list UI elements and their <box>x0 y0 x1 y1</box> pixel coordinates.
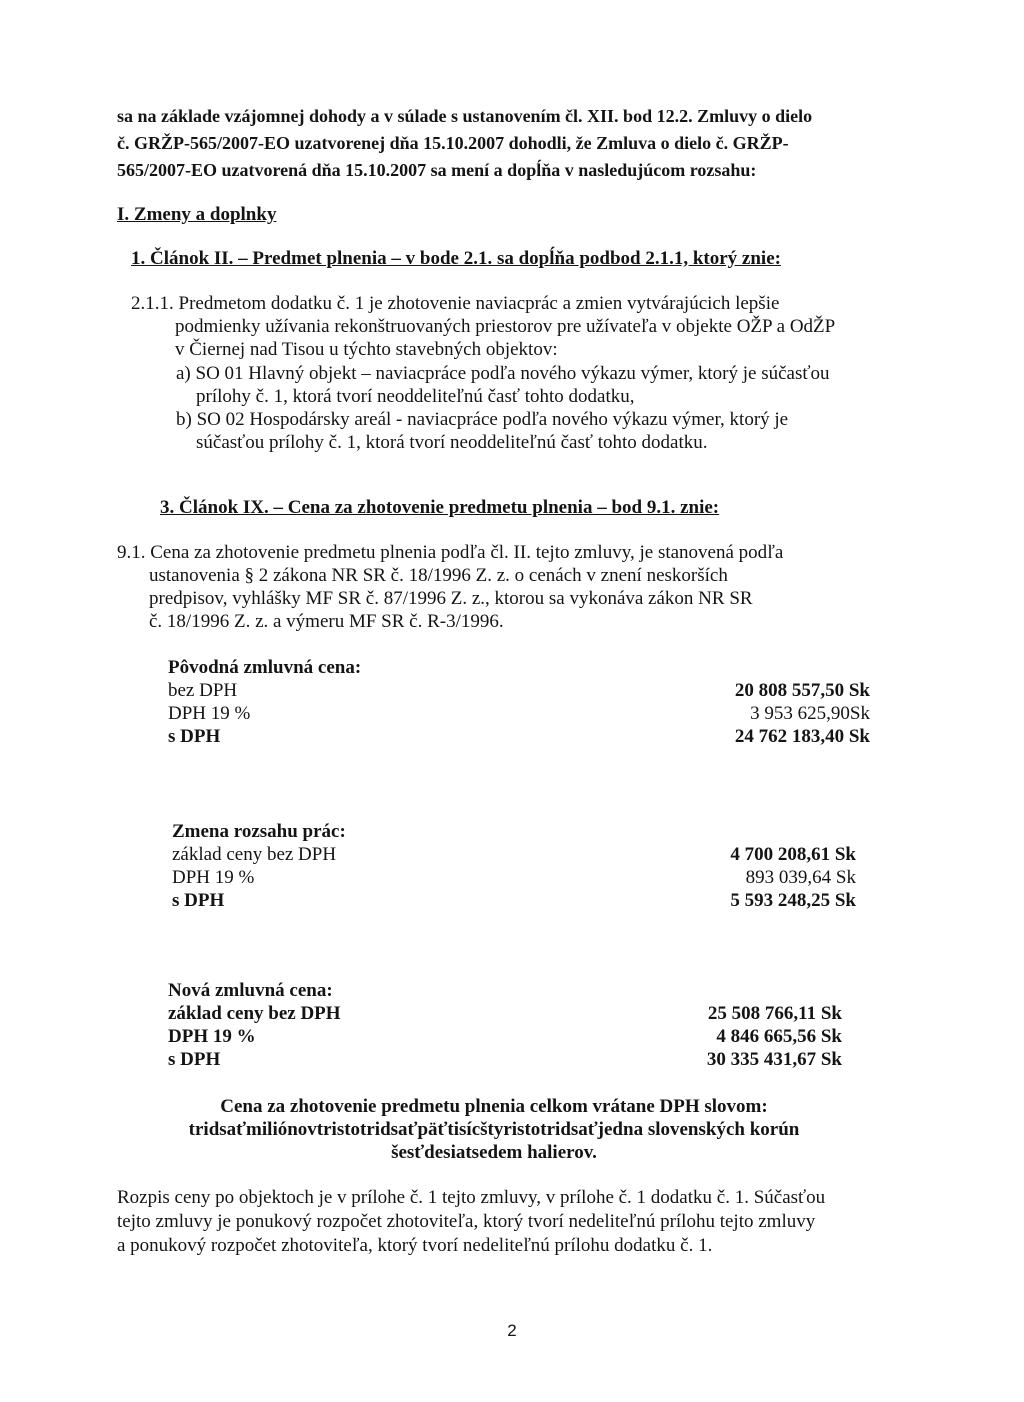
closing-line: Rozpis ceny po objektoch je v prílohe č. 1 tejto zmluvy, v prílohe č. 1 dodatku č. 1. Súčasťou <box>117 1187 826 1208</box>
section-heading-zmeny: I. Zmeny a doplnky <box>117 204 277 225</box>
table-row <box>172 866 856 889</box>
original-price-heading: Pôvodná zmluvná cena: <box>168 657 362 678</box>
closing-paragraph <box>117 1186 871 1258</box>
list-item-b: b) SO 02 Hospodársky areál - naviacpráce podľa nového výkazu výmer, ktorý je <box>176 409 789 430</box>
new-price-table <box>168 979 842 1071</box>
row-value: 5 593 248,25 Sk <box>730 890 856 911</box>
row-label: s DPH <box>172 890 225 911</box>
row-value: 24 762 183,40 Sk <box>734 726 870 747</box>
closing-line: tejto zmluvy je ponukový rozpočet zhotoviteľa, ktorý tvorí nedeliteľnú prílohu tejto zmluvy <box>117 1211 816 1232</box>
price-in-words-line: Cena za zhotovenie predmetu plnenia celkom vrátane DPH slovom: <box>220 1096 768 1117</box>
paragraph-9-1 <box>117 541 871 633</box>
stavebne-objekty-list <box>176 362 871 454</box>
paragraph-2-1-1 <box>131 292 871 361</box>
scope-change-table <box>172 820 856 912</box>
row-label: základ ceny bez DPH <box>172 844 337 865</box>
paragraph-line: č. 18/1996 Z. z. a výmeru MF SR č. R-3/1996. <box>149 611 504 632</box>
row-label: s DPH <box>168 1049 221 1070</box>
table-row <box>168 1048 842 1071</box>
row-value: 4 846 665,56 Sk <box>716 1026 842 1047</box>
new-price-heading: Nová zmluvná cena: <box>168 980 333 1001</box>
original-price-table <box>168 656 870 748</box>
price-in-words-line: tridsaťmiliónovtristotridsaťpäťtisícštyristotridsaťjedna slovenských korún <box>188 1119 800 1140</box>
page-number: 2 <box>507 1321 517 1340</box>
table-row <box>172 843 856 866</box>
price-in-words-line: šesťdesiatsedem halierov. <box>391 1142 597 1163</box>
paragraph-line: ustanovenia § 2 zákona NR SR č. 18/1996 Z. z. o cenách v znení neskorších <box>149 565 728 586</box>
list-item-a-cont: prílohy č. 1, ktorá tvorí neoddeliteľnú časť tohto dodatku, <box>196 386 635 407</box>
row-label: s DPH <box>168 726 221 747</box>
row-value: 3 953 625,90Sk <box>750 703 870 724</box>
row-label: DPH 19 % <box>172 867 255 888</box>
row-label: základ ceny bez DPH <box>168 1003 341 1024</box>
row-value: 893 039,64 Sk <box>745 867 856 888</box>
row-value: 25 508 766,11 Sk <box>707 1003 842 1024</box>
row-label: DPH 19 % <box>168 1026 256 1047</box>
closing-line: a ponukový rozpočet zhotoviteľa, ktorý tvorí nedeliteľnú prílohu dodatku č. 1. <box>117 1235 713 1256</box>
table-row <box>168 725 870 748</box>
paragraph-line: 2.1.1. Predmetom dodatku č. 1 je zhotovenie naviacprác a zmien vytvárajúcich lepšie <box>131 293 780 314</box>
row-label: DPH 19 % <box>168 703 251 724</box>
table-row <box>168 679 870 702</box>
row-value: 30 335 431,67 Sk <box>706 1049 842 1070</box>
article-heading-clanok-ix: 3. Článok IX. – Cena za zhotovenie predmetu plnenia – bod 9.1. znie: <box>160 497 720 518</box>
intro-line: sa na základe vzájomnej dohody a v súlade s ustanovením čl. XII. bod 12.2. Zmluvy o dielo <box>117 106 813 126</box>
paragraph-line: v Čiernej nad Tisou u týchto stavebných objektov: <box>175 339 558 360</box>
paragraph-line: 9.1. Cena za zhotovenie predmetu plnenia podľa čl. II. tejto zmluvy, je stanovená podľa <box>117 542 784 563</box>
scope-change-heading: Zmena rozsahu prác: <box>172 821 346 842</box>
intro-line: č. GRŽP-565/2007-EO uzatvorenej dňa 15.10.2007 dohodli, že Zmluva o dielo č. GRŽP- <box>117 133 789 153</box>
intro-paragraph <box>117 103 871 184</box>
table-row <box>172 889 856 912</box>
price-in-words <box>117 1095 871 1164</box>
paragraph-line: podmienky užívania rekonštruovaných priestorov pre užívateľa v objekte OŽP a OdŽP <box>175 316 836 337</box>
table-row <box>168 702 870 725</box>
list-item-a: a) SO 01 Hlavný objekt – naviacpráce podľa nového výkazu výmer, ktorý je súčasťou <box>176 363 830 384</box>
list-item-b-cont: súčasťou prílohy č. 1, ktorá tvorí neoddeliteľnú časť tohto dodatku. <box>196 432 708 453</box>
intro-line: 565/2007-EO uzatvorená dňa 15.10.2007 sa mení a dopĺňa v nasledujúcom rozsahu: <box>117 160 757 180</box>
row-value: 4 700 208,61 Sk <box>730 844 856 865</box>
table-row <box>168 1025 842 1048</box>
row-value: 20 808 557,50 Sk <box>734 680 870 701</box>
article-heading-clanok-ii: 1. Článok II. – Predmet plnenia – v bode 2.1. sa dopĺňa podbod 2.1.1, ktorý znie: <box>131 248 781 269</box>
table-row <box>168 1002 842 1025</box>
row-label: bez DPH <box>168 680 238 701</box>
paragraph-line: predpisov, vyhlášky MF SR č. 87/1996 Z. z., ktorou sa vykonáva zákon NR SR <box>149 588 753 609</box>
